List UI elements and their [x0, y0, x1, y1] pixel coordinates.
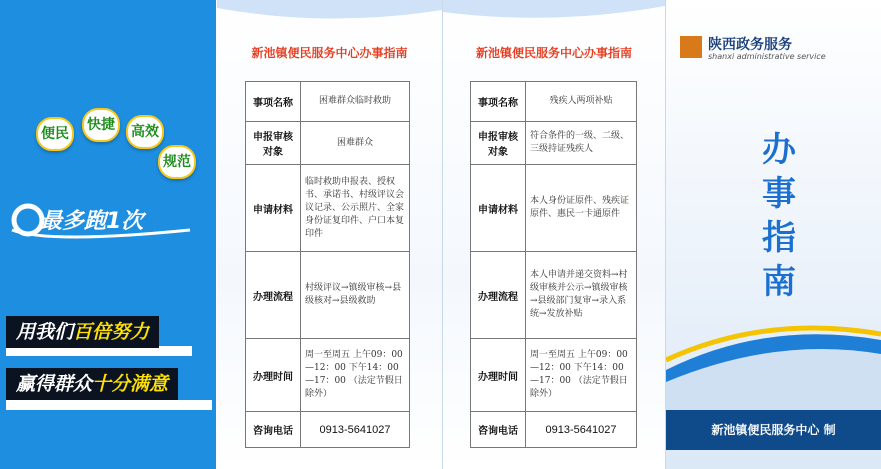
row-value: 村级评议→镇级审核→县级核对→县级救助 [301, 252, 410, 339]
cover-title: 办事指南 [762, 130, 796, 302]
page-2-table [470, 81, 637, 448]
row-label: 咨询电话 [471, 412, 526, 448]
slogan-band-accent-2 [6, 400, 212, 410]
row-value: 0913-5641027 [526, 412, 637, 448]
table-row [246, 252, 410, 339]
slogan-line-1-pre: 用我们 [16, 321, 74, 343]
row-value: 临时救助申报表、授权书、承诺书、村级评议会议记录、公示照片、全家身份证复印件、户口本复印件 [301, 165, 410, 252]
table-row [471, 82, 637, 122]
cover-wave [666, 300, 881, 420]
slogan-line-2-highlight: 十分满意 [92, 373, 169, 395]
slogan-logo-text: 最多跑1次 [40, 209, 144, 234]
brand-logo [680, 34, 870, 64]
slogan-logo [10, 200, 206, 242]
bubble-gaoxiao: 高效 [126, 115, 164, 149]
guide-page-1 [217, 0, 442, 469]
table-row [246, 82, 410, 122]
brand-name: 陕西政务服务 [708, 37, 792, 53]
page-2-title: 新池镇便民服务中心办事指南 [475, 46, 632, 60]
brand-mark-icon [680, 36, 702, 58]
page-1-title: 新池镇便民服务中心办事指南 [251, 46, 408, 60]
left-promo-panel [0, 0, 216, 469]
row-label: 办理时间 [471, 339, 526, 412]
table-row [471, 412, 637, 448]
row-label: 办理流程 [246, 252, 301, 339]
slogan-line-2-pre: 赢得群众 [16, 373, 93, 395]
page-1-table [245, 81, 410, 448]
bubble-bianmin: 便民 [36, 117, 74, 151]
row-label: 事项名称 [471, 82, 526, 122]
row-value: 0913-5641027 [301, 412, 410, 448]
table-row [471, 339, 637, 412]
row-value: 符合条件的一级、二级、三级持证残疾人 [526, 122, 637, 165]
row-label: 申报审核对象 [246, 122, 301, 165]
row-value: 本人身份证原件、残疾证原件、惠民一卡通原件 [526, 165, 637, 252]
table-row [471, 165, 637, 252]
row-value: 困难群众临时救助 [301, 82, 410, 122]
table-row [246, 339, 410, 412]
row-label: 办理流程 [471, 252, 526, 339]
row-value: 残疾人两项补贴 [526, 82, 637, 122]
cover-footer: 新池镇便民服务中心 制 [666, 410, 881, 450]
row-label: 咨询电话 [246, 412, 301, 448]
slogan-line-1 [6, 316, 159, 348]
bubble-guifan: 规范 [158, 145, 196, 179]
table-row [246, 122, 410, 165]
row-label: 办理时间 [246, 339, 301, 412]
row-value: 本人申请并递交资料→村级审核并公示→镇级审核→县级部门复审→录入系统→发放补贴 [526, 252, 637, 339]
slogan-line-2 [6, 368, 178, 400]
guide-page-2 [443, 0, 665, 469]
bubble-kuaijie: 快捷 [82, 108, 120, 142]
table-row [246, 412, 410, 448]
table-row [471, 122, 637, 165]
row-value: 周一至周五 上午09：00—12：00 下午14：00—17：00 （法定节假日除外） [301, 339, 410, 412]
row-value: 周一至周五 上午09：00—12：00 下午14：00—17：00 （法定节假日除外） [526, 339, 637, 412]
brand-english: shanxi administrative service [708, 52, 826, 61]
row-label: 事项名称 [246, 82, 301, 122]
cover-page [666, 0, 881, 469]
row-label: 申请材料 [246, 165, 301, 252]
table-row [471, 252, 637, 339]
row-label: 申请材料 [471, 165, 526, 252]
page-2-wave [443, 0, 665, 28]
row-value: 困难群众 [301, 122, 410, 165]
table-row [246, 165, 410, 252]
page-1-wave [217, 0, 442, 28]
slogan-line-1-highlight: 百倍努力 [73, 321, 150, 343]
row-label: 申报审核对象 [471, 122, 526, 165]
